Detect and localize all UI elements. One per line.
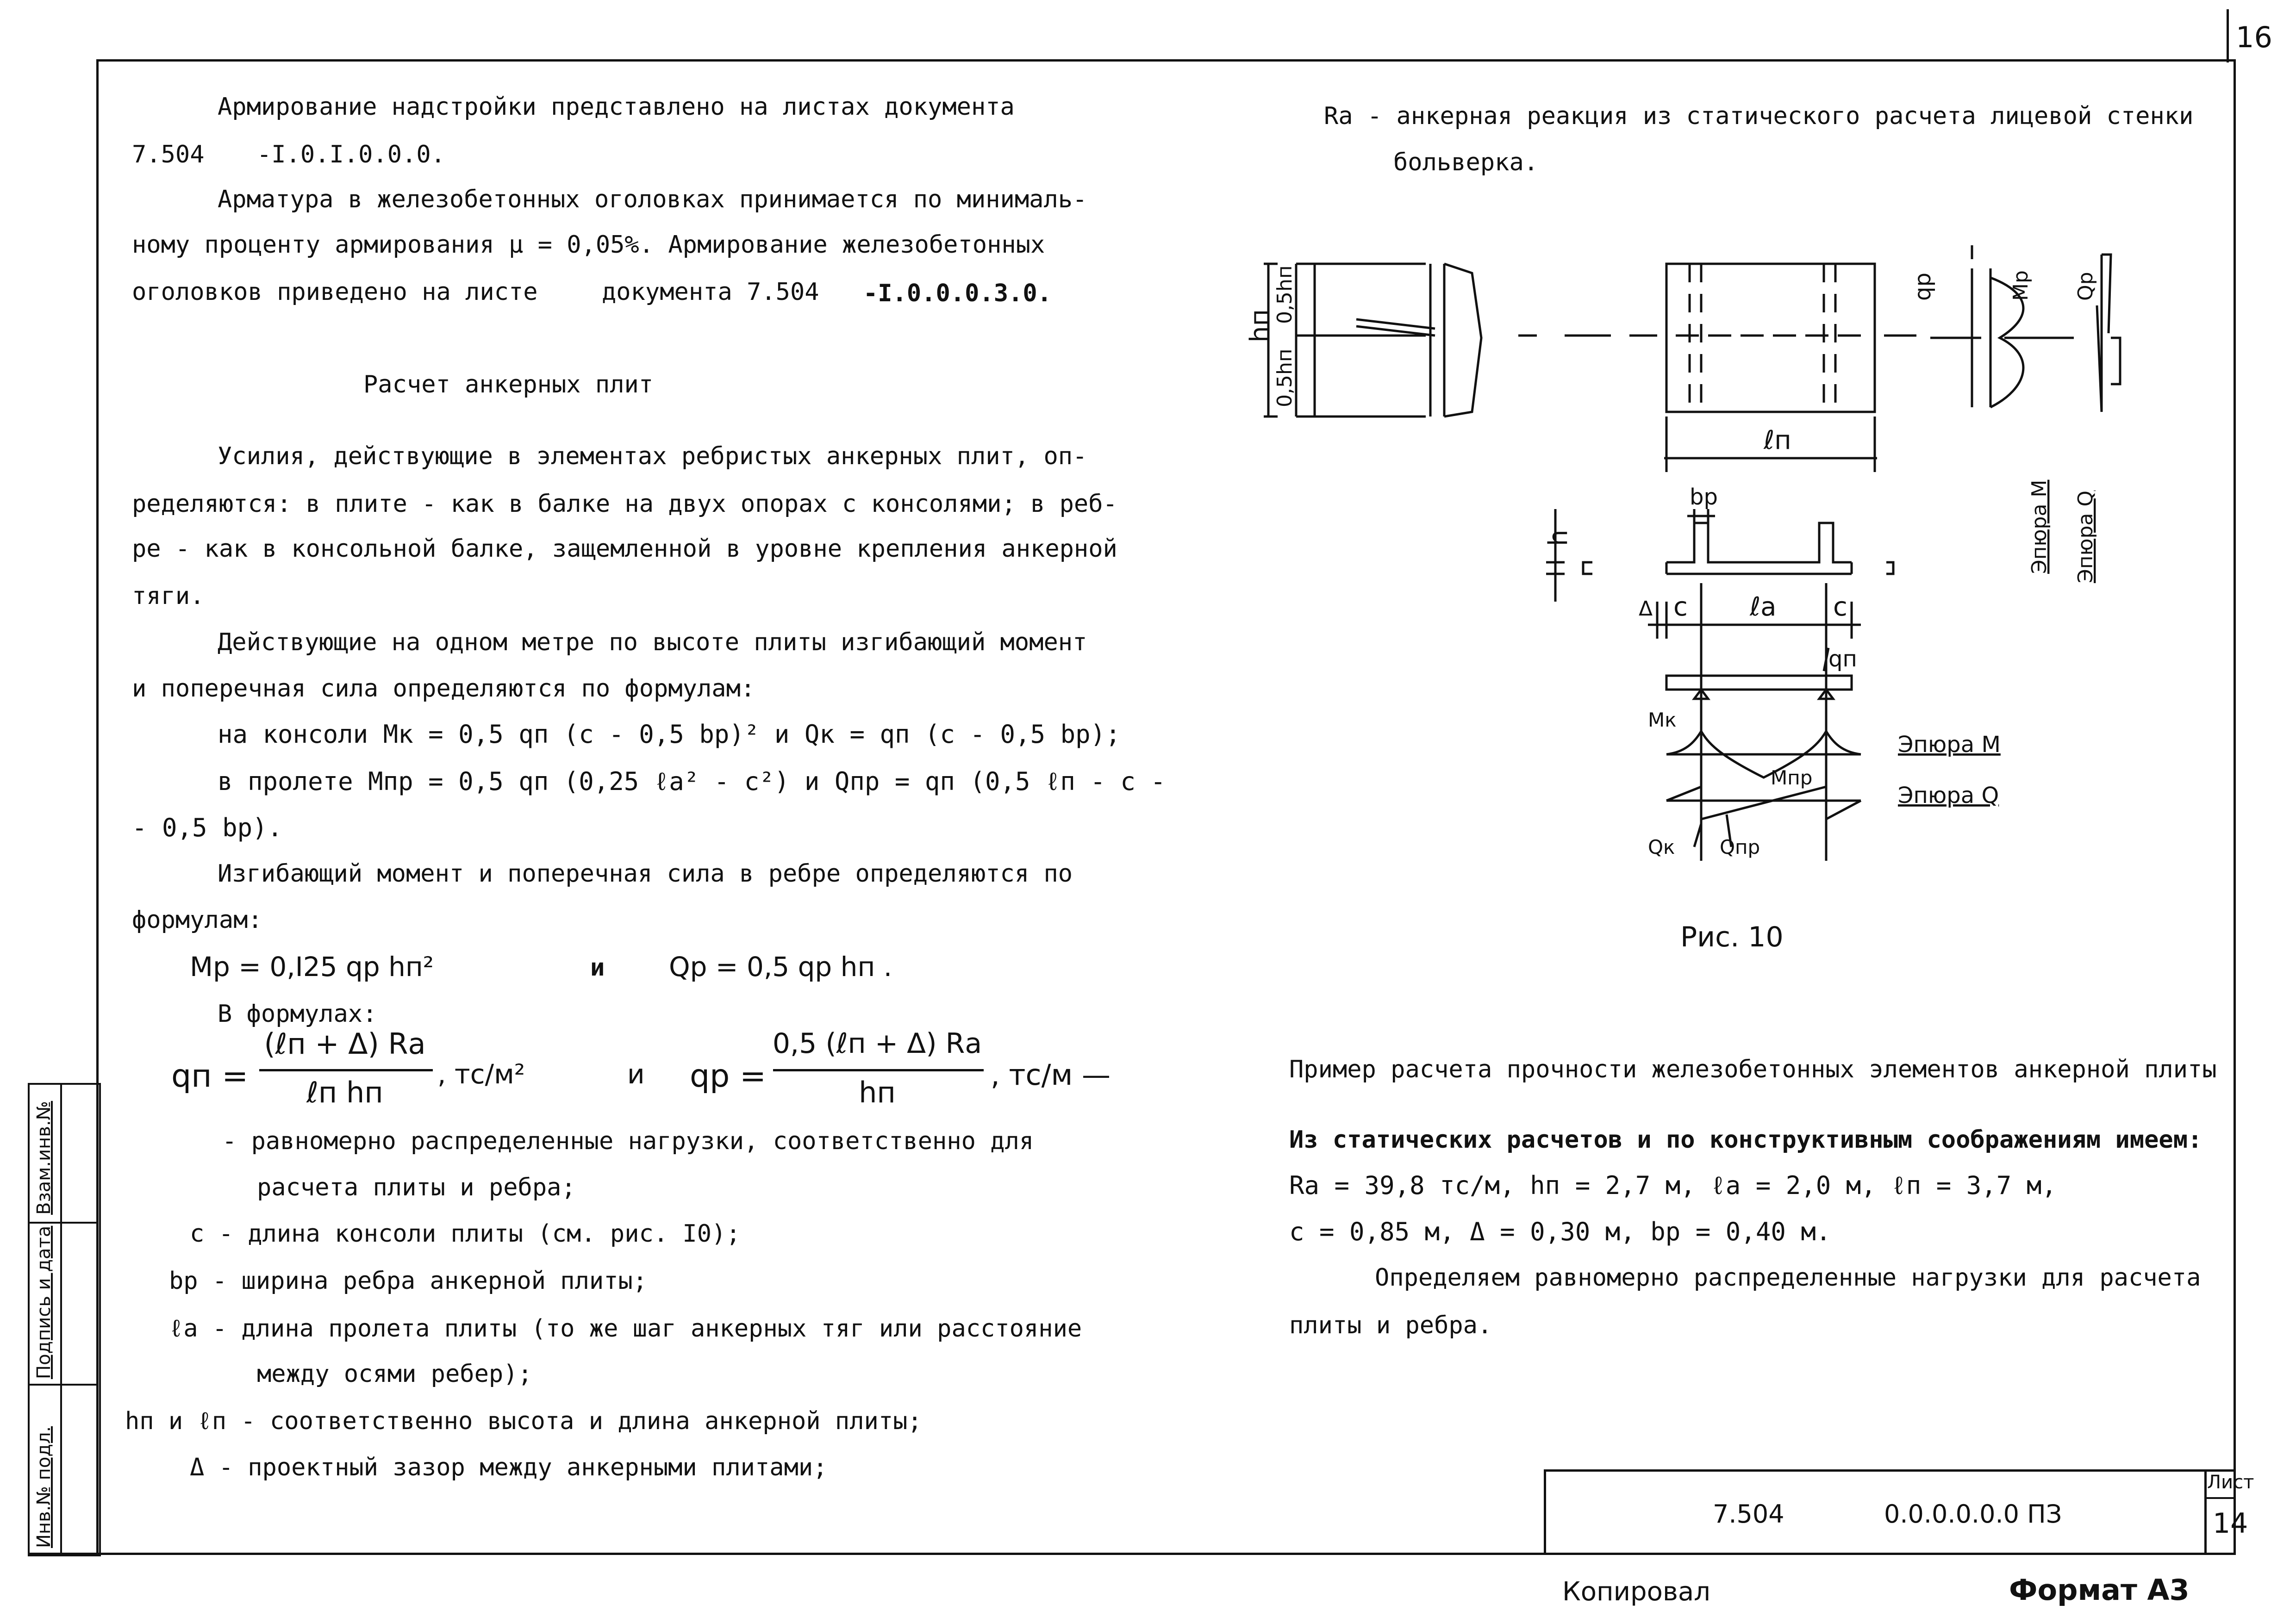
side-stamp-inv: Инв.№ подл. [33,1426,55,1548]
fig-label-qr2: Qр [2074,272,2097,301]
p3-line3: ре - как в консольной балке, защемленной в уровне крепления анкерной [132,535,1117,563]
p4-line2: и поперечная сила определяются по формулам: [132,675,755,703]
fig-label-epure-q-vertical: Эпюра Q [2074,490,2097,583]
fig-label-qk: Qк [1648,836,1675,858]
p2-line2: ному проценту армирования μ = 0,05%. Армирование железобетонных [132,231,1045,259]
side-stamp-sign: Подпись и дата [33,1225,55,1379]
fig-label-h: h [1543,529,1573,546]
figure-10 [1245,231,2203,907]
format-label: Формат А3 [2009,1573,2190,1607]
figure-caption: Рис. 10 [1680,921,1784,953]
fig-label-c-right: c [1833,592,1847,622]
p2-line3b: документа 7.504 [602,278,819,306]
qr-unit: , тс/м — [991,1058,1111,1092]
frame-right [2234,59,2236,1554]
def-la-2: между осями ребер); [257,1360,532,1388]
title-designation: 0.0.0.0.0.0 ПЗ [1884,1499,2062,1529]
fig-label-epure-m: Эпюра M [1898,732,2001,758]
formula-rib-shear: Qр = 0,5 qр hп . [669,951,892,983]
side-view [1264,264,1611,417]
fig-label-mpr: Mпр [1771,766,1813,789]
qr-lhs: qр = [690,1058,766,1094]
fig-label-qpr: Qпр [1720,836,1760,858]
corner-divider [2227,9,2229,62]
example-line1: Из статических расчетов и по конструктивным соображениям имеем: [1289,1126,2202,1154]
formula-rib-moment: Mр = 0,I25 qр hп² [190,951,434,983]
p1-code2: -I.0.I.0.0.0. [257,141,445,168]
example-line3: c = 0,85 м, Δ = 0,30 м, bр = 0,40 м. [1289,1217,1831,1246]
ra-line2: больверка. [1393,149,1539,176]
side-stamp-sep2 [28,1222,97,1224]
formula-span-cont: - 0,5 bр). [132,813,283,842]
p2-line3a: оголовков приведено на листе [132,278,538,306]
fig-label-epure-m-vertical: Эпюра M [2028,479,2051,574]
sheet-label: Лист [2207,1472,2254,1493]
formula-and2: и [627,1058,645,1090]
in-formulas: В формулах: [218,1000,377,1028]
qn-lhs: qп = [171,1058,249,1094]
fig-label-qr: qр [1910,273,1936,301]
title-block-sheet-sep [2204,1497,2234,1499]
side-stamp-sep1 [28,1384,97,1386]
qr-fraction-bar [773,1069,984,1071]
title-doc-code: 7.504 [1713,1499,1784,1529]
fig-label-ln: ℓп [1764,425,1791,455]
fig-label-epure-q: Эпюра Q [1898,783,1999,808]
p5-line1: Изгибающий момент и поперечная сила в ребре определяются по [218,860,1073,888]
example-line2: Rа = 39,8 тс/м, hп = 2,7 м, ℓа = 2,0 м, ℓп = 3,7 м, [1289,1171,2057,1200]
formula-rib-and: и [590,954,605,982]
sheet-number: 14 [2213,1507,2248,1540]
section-heading: Расчет анкерных плит [363,371,654,398]
ra-line1: Rа - анкерная реакция из статического расчета лицевой стенки [1324,102,2194,130]
fig-label-br: bр [1690,484,1718,510]
example-line4: Определяем равномерно распределенные нагрузки для расчета [1375,1264,2201,1292]
qn-fraction-bar [259,1069,433,1071]
qn-unit: , тс/м² [437,1058,525,1090]
fig-label-half-hn-top: 0,5hп [1273,265,1297,324]
fig-label-hn: hп [1245,309,1275,342]
def-loads-1: - равномерно распределенные нагрузки, соответственно для [222,1127,1034,1155]
def-c: c - длина консоли плиты (см. рис. I0); [190,1220,741,1248]
corner-number: 16 [2236,20,2272,54]
example-title: Пример расчета прочности железобетонных элементов анкерной плиты [1289,1056,2217,1083]
fig-label-mr: Mр [2009,270,2033,301]
p2-line1: Арматура в железобетонных оголовках принимается по минималь- [218,186,1087,213]
p1-code: 7.504 [132,141,205,168]
fig-label-c-left: c [1673,592,1688,622]
p3-line4: тяги. [132,582,205,610]
qr-denominator: hп [859,1076,896,1109]
p1-line1: Армирование надстройки представлено на листах документа [218,93,1015,121]
example-line5: плиты и ребра. [1289,1312,1492,1339]
formula-console: на консоли Mк = 0,5 qп (c - 0,5 bр)² и Qк = qп (c - 0,5 bр); [218,720,1121,749]
title-block-divider [2204,1469,2207,1553]
load-beam [1666,648,1852,699]
p3-line1: Усилия, действующие в элементах ребристых анкерных плит, оп- [218,442,1087,470]
epure-diagrams [1666,731,1861,847]
p4-line1: Действующие на одном метре по высоте плиты изгибающий момент [218,628,1087,656]
p2-line3c: -I.0.0.0.3.0. [863,280,1052,307]
side-stamp-replace: Взам.инв.№ [33,1101,55,1215]
fig-label-half-hn-bot: 0,5hп [1273,348,1297,407]
fig-label-la: ℓа [1750,592,1777,622]
fig-label-qn: qп [1828,646,1857,672]
def-delta: Δ - проектный зазор между анкерными плитами; [190,1454,828,1481]
def-loads-2: расчета плиты и ребра; [257,1174,576,1201]
qn-numerator: (ℓп + Δ) Rа [264,1027,426,1061]
fig-label-mk: Mк [1648,709,1677,731]
copied-label: Копировал [1562,1577,1710,1607]
section-view [1546,509,1893,861]
fig-label-delta: Δ [1639,597,1653,621]
side-stamp-divider [60,1083,62,1553]
def-hn-ln: hп и ℓп - соответственно высота и длина анкерной плиты; [125,1407,922,1435]
p3-line2: ределяются: в плите - как в балке на двух опорах с консолями; в реб- [132,490,1117,518]
rib-diagrams [1930,245,2120,412]
frame-top [97,59,2236,62]
qr-numerator: 0,5 (ℓп + Δ) Rа [772,1027,982,1060]
def-la-1: ℓа - длина пролета плиты (то же шаг анкерных тяг или расстояние [169,1315,1082,1343]
p5-line2: формулам: [132,906,262,934]
def-br: bр - ширина ребра анкерной плиты; [169,1267,648,1295]
qn-denominator: ℓп hп [306,1076,383,1109]
formula-span: в пролете Mпр = 0,5 qп (0,25 ℓа² - c²) и Qпр = qп (0,5 ℓп - c - [218,767,1166,796]
